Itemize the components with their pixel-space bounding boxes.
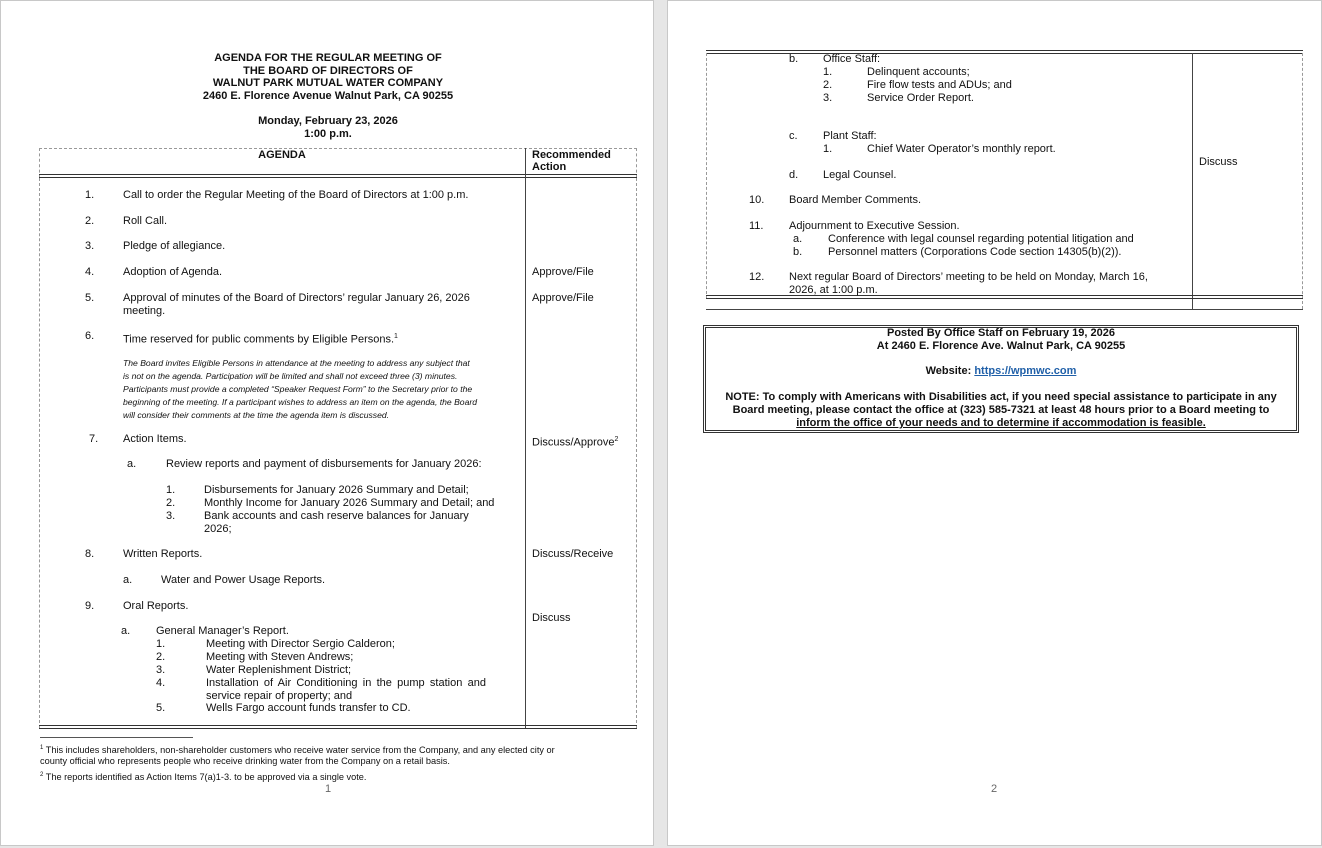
item-12-text-line2: 2026, at 1:00 p.m. [789, 284, 878, 296]
item-9a-4-text-cont: service repair of property; and [206, 690, 353, 702]
item-9a-1-number: 1. [156, 638, 166, 650]
table-bottom-rule [39, 725, 637, 729]
item-1-text: Call to order the Regular Meeting of the Board of Directors at 1:00 p.m. [123, 189, 469, 201]
item-7a-3-text: Bank accounts and cash reserve balances for January [204, 510, 469, 522]
header-address: 2460 E. Florence Avenue Walnut Park, CA 90255 [202, 89, 454, 102]
meeting-time: 1:00 p.m. [304, 128, 352, 140]
item-9a-letter: a. [121, 625, 131, 637]
item-9c-text: Plant Staff: [823, 130, 877, 142]
item-9a-1-text: Meeting with Director Sergio Calderon; [206, 638, 395, 650]
footnote-separator [40, 737, 193, 738]
column-divider [525, 148, 526, 728]
item-9a-4-text: Installation of Air Conditioning in the pump station and [206, 677, 486, 689]
item-9b-2-number: 2. [823, 79, 833, 91]
table-right-edge [1302, 53, 1303, 309]
item-12-number: 12. [749, 271, 765, 283]
item-11-number: 11. [749, 220, 764, 232]
item-7-text: Action Items. [123, 433, 187, 445]
item-9c-1-text: Chief Water Operator’s monthly report. [867, 143, 1056, 155]
item-8a-letter: a. [123, 574, 133, 586]
header-company-name: WALNUT PARK MUTUAL WATER COMPANY [212, 77, 444, 89]
item-9d-text: Legal Counsel. [823, 169, 897, 181]
item-9-cont-action: Discuss [1199, 156, 1238, 168]
item-5-action: Approve/File [532, 292, 594, 304]
item-7a-letter: a. [127, 458, 137, 470]
item-9a-3-number: 3. [156, 664, 166, 676]
item-9a-3-text: Water Replenishment District; [206, 664, 352, 676]
item-6-note-line3: Participants must provide a completed “Speaker Request Form” to the Secretary prior to the [123, 384, 473, 394]
item-6-note-line2: is not on the agenda. Participation will be limited and shall not exceed three (3) minutes. [123, 371, 458, 381]
item-5-text-line1: Approval of minutes of the Board of Directors’ regular January 26, 2026 [123, 292, 470, 304]
item-11b-letter: b. [793, 246, 803, 258]
item-11a-text: Conference with legal counsel regarding potential litigation and [828, 233, 1134, 245]
ada-note-line2: Board meeting, please contact the office at (323) 585-7321 at least 48 hours prior to a Board meeting to [732, 404, 1270, 416]
item-7-action: Discuss/Approve$^2$ [532, 436, 619, 449]
item-7-number: 7. [89, 433, 99, 445]
item-7a-3-number: 3. [166, 510, 176, 522]
item-5-number: 5. [85, 292, 95, 304]
item-11a-letter: a. [793, 233, 803, 245]
table-end-rule [706, 309, 1303, 310]
item-9a-5-text: Wells Fargo account funds transfer to CD. [206, 702, 411, 714]
item-9-action: Discuss [532, 612, 571, 624]
item-9-text: Oral Reports. [123, 600, 189, 612]
item-5-text-line2: meeting. [123, 305, 166, 317]
item-2-number: 2. [85, 215, 95, 227]
item-9b-letter: b. [789, 53, 799, 65]
page-number-2: 2 [991, 783, 998, 795]
item-8-action: Discuss/Receive [532, 548, 614, 560]
item-8-number: 8. [85, 548, 95, 560]
item-11-text: Adjournment to Executive Session. [789, 220, 960, 232]
ada-note-line1: NOTE: To comply with Americans with Disabilities act, if you need special assistance to participate in any [725, 391, 1277, 403]
item-10-text: Board Member Comments. [789, 194, 922, 206]
item-9a-2-number: 2. [156, 651, 166, 663]
item-9c-letter: c. [789, 130, 798, 142]
item-9b-3-number: 3. [823, 92, 833, 104]
item-11b-text: Personnel matters (Corporations Code section 14305(b)(2)). [828, 246, 1122, 258]
item-6-note-line5: will consider their comments at the time the agenda item is discussed. [123, 410, 390, 420]
header-title-line1: AGENDA FOR THE REGULAR MEETING OF [214, 52, 442, 64]
table-header-rule [39, 174, 637, 178]
footnote-1-line1: $^1$ This includes shareholders, non-shareholder customers who receive water service from the Company, and any elected city or [40, 745, 555, 756]
footnote-2: $^2$ The reports identified as Action Items 7(a)1-3. to be approved via a single vote. [40, 772, 367, 783]
column-header-agenda: AGENDA [258, 149, 306, 161]
item-8-text: Written Reports. [123, 548, 203, 560]
table-left-edge [39, 178, 40, 728]
item-9a-5-number: 5. [156, 702, 166, 714]
document-page-2 [667, 0, 1322, 846]
footnote-1-line2: county official who represents people who receive drinking water from the Company on a retail basis. [40, 756, 450, 766]
page-number-1: 1 [325, 783, 332, 795]
item-9a-4-number: 4. [156, 677, 166, 689]
website-line: Website: https://wpmwc.com [925, 365, 1077, 377]
item-9a-2-text: Meeting with Steven Andrews; [206, 651, 354, 663]
column-header-action-line1: Recommended [532, 149, 611, 161]
item-6-text: Time reserved for public comments by Eligible Persons.$^1$ [123, 333, 398, 346]
item-4-number: 4. [85, 266, 95, 278]
item-4-action: Approve/File [532, 266, 594, 278]
item-9b-2-text: Fire flow tests and ADUs; and [867, 79, 1012, 91]
table-right-edge [636, 178, 637, 728]
item-9d-letter: d. [789, 169, 799, 181]
item-10-number: 10. [749, 194, 765, 206]
item-9b-1-number: 1. [823, 66, 833, 78]
item-1-number: 1. [85, 189, 95, 201]
ada-note-line3: inform the office of your needs and to determine if accommodation is feasible. [796, 417, 1206, 429]
item-12-text-line1: Next regular Board of Directors’ meeting to be held on Monday, March 16, [789, 271, 1148, 283]
item-7a-1-text: Disbursements for January 2026 Summary and Detail; [204, 484, 469, 496]
table-left-edge [706, 53, 707, 299]
header-title-line2: THE BOARD OF DIRECTORS OF [243, 64, 413, 77]
item-3-text: Pledge of allegiance. [123, 240, 226, 252]
item-7a-text: Review reports and payment of disbursements for January 2026: [166, 458, 482, 470]
item-9a-text: General Manager’s Report. [156, 625, 289, 637]
item-6-note-line1: The Board invites Eligible Persons in attendance at the meeting to address any subject that [123, 358, 470, 368]
meeting-date: Monday, February 23, 2026 [258, 115, 398, 127]
document-page-1 [0, 0, 654, 846]
item-2-text: Roll Call. [123, 215, 168, 227]
item-7a-2-text: Monthly Income for January 2026 Summary and Detail; and [204, 497, 495, 509]
item-3-number: 3. [85, 240, 95, 252]
item-7a-2-number: 2. [166, 497, 176, 509]
item-4-text: Adoption of Agenda. [123, 266, 223, 278]
item-9c-1-number: 1. [823, 143, 833, 155]
item-9-number: 9. [85, 600, 95, 612]
item-7a-1-number: 1. [166, 484, 176, 496]
item-9b-text: Office Staff: [823, 53, 881, 65]
item-6-note-line4: beginning of the meeting. If a participant wishes to address an item on the agenda, the Board [123, 397, 478, 407]
item-9b-1-text: Delinquent accounts; [867, 66, 970, 78]
website-link[interactable]: https://wpmwc.com [974, 365, 1077, 377]
item-9b-3-text: Service Order Report. [867, 92, 974, 104]
item-8a-text: Water and Power Usage Reports. [161, 574, 326, 586]
item-7a-3-text-cont: 2026; [204, 523, 232, 535]
posted-by-line: Posted By Office Staff on February 19, 2026 [886, 327, 1116, 339]
column-divider [1192, 53, 1193, 309]
column-header-action-line2: Action [532, 161, 567, 173]
item-6-number: 6. [85, 330, 95, 342]
posted-address-line: At 2460 E. Florence Ave. Walnut Park, CA 90255 [876, 340, 1126, 352]
